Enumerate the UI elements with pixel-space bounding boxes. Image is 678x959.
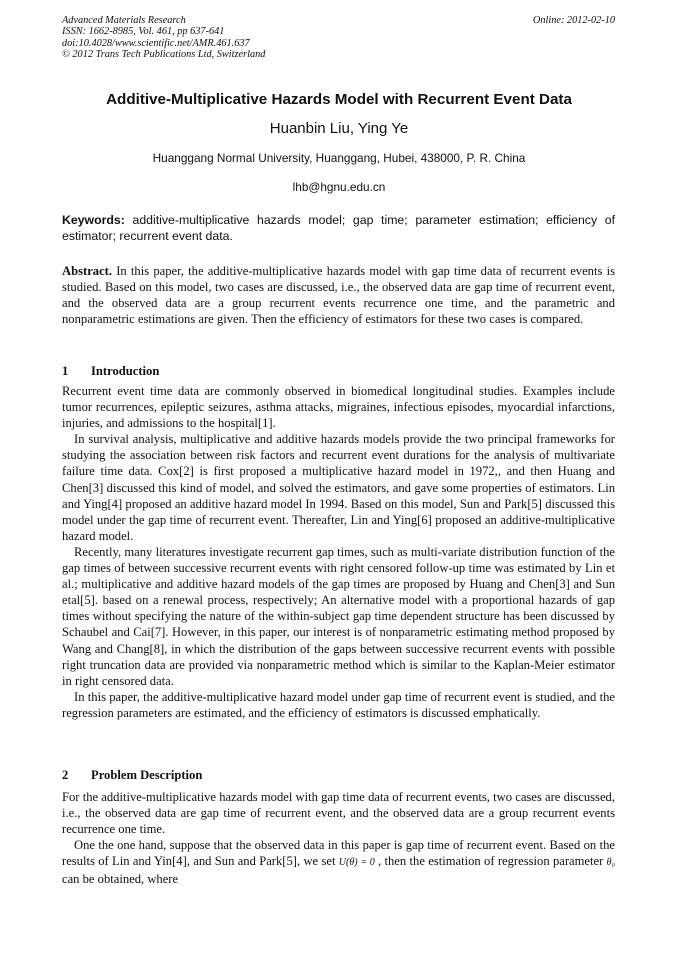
paper-title: Additive-Multiplicative Hazards Model with Recurrent Event Data [106,91,572,108]
abstract-text: In this paper, the additive-multiplicative hazards model with gap time data of recurrent events is studied. Based on this model, two cases are discussed, i.e., the observed data are gap time of recurrent event, and the observed data are a group recurrent events recurrence one time, and the parametric and nonparametric estimations are given. Then the efficiency of estimators for these two cases is compared. [62,264,615,327]
doi: doi:10.4028/www.scientific.net/AMR.461.637 [62,37,250,49]
section-heading-problem-description [62,768,615,783]
keywords [62,212,615,244]
copyright: © 2012 Trans Tech Publications Ltd, Switzerland [62,48,266,60]
paragraph: In survival analysis, multiplicative and additive hazards models provide the two principal frameworks for studying the association between risk factors and recurrent event durations for the analysis of multivariate failure time data. Cox[2] is first proposed a multiplicative hazard model in 1972,, and then Huang and Chen[3] discussed this kind of model, and solved the estimators, and gave some properties of estimators. Lin and Ying[4] proposed an additive hazard model In 1994. Based on this model, Sun and Park[5] discussed this model under the gap time of recurrent event. Thereafter, Lin and Ying[6] proposed an additive-multiplicative hazard model. [62,432,615,543]
authors: Huanbin Liu, Ying Ye [269,120,409,137]
paragraph [62,837,615,887]
journal-name: Advanced Materials Research [62,15,186,26]
abstract-label: Abstract. [62,264,113,278]
text: , then the estimation of regression parameter [374,854,607,869]
equation-u-theta: U(θ) = 0 [338,857,375,869]
keywords-text: additive-multiplicative hazards model; gap time; parameter estimation; efficiency of estimator; recurrent event data. [62,213,615,243]
abstract [62,263,615,327]
email: lhb@hgnu.edu.cn [292,180,386,194]
issn: ISSN: 1662-8985, Vol. 461, pp 637-641 [62,26,225,38]
section-title: Problem Description [91,768,203,782]
section-title: Introduction [91,364,160,378]
section-problem-body [62,789,615,888]
paragraph: In this paper, the additive-multiplicative hazard model under gap time of recurrent event is studied, and the regression parameters are estimated, and the efficiency of estimators is discussed emphatically. [62,689,615,720]
paragraph: Recently, many literatures investigate recurrent gap times, such as multi-variate distribution function of the gap times of between successive recurrent events with right censored follow-up time was estimated by Lin et al.; multiplicative and additive hazard models of the gap times are proposed by Huang and Chen[3] and Sun etal[5]. based on a renewal process, respectively; An alternative model with a proportional hazards of gap times without specifying the nature of the within-subject gap time dependent structure has been discussed by Schaubel and Cai[7]. However, in this paper, our interest is of nonparametric estimating method proposed by Wang and Chang[8], in which the distribution of the gaps between successive recurrent events with possible right truncation data are provided via nonparametric method which is similar to the Kaplan-Meier estimator in right censored data. [62,544,615,688]
section-number: 2 [62,768,69,782]
journal-header [62,15,265,60]
section-number: 1 [62,364,69,378]
paragraph: For the additive-multiplicative hazards model with gap time data of recurrent events, two cases are discussed, i.e., the observed data are gap time of recurrent event, and the observed data are a group recurrent events recurrence one time. [62,790,615,837]
online-date: Online: 2012-02-10 [532,15,615,26]
equation-theta0: θ₀ [606,857,615,869]
affiliation: Huanggang Normal University, Huanggang, Hubei, 438000, P. R. China [152,151,526,165]
section-introduction-body [62,383,615,721]
text: can be obtained, where [62,872,179,887]
keywords-label: Keywords: [62,213,125,227]
paragraph: Recurrent event time data are commonly observed in biomedical longitudinal studies. Examples include tumor recurrences, epileptic seizures, asthma attacks, migraines, infectious episodes, myocardial infarctions, injuries, and admissions to the hospital[1]. [62,384,615,431]
section-heading-introduction [62,364,615,379]
text: One the one hand, suppose that the observed data in this paper is gap time of recurrent event. Based on the results of Lin and Yin[4], and Sun and Park[5], we set [62,838,615,869]
